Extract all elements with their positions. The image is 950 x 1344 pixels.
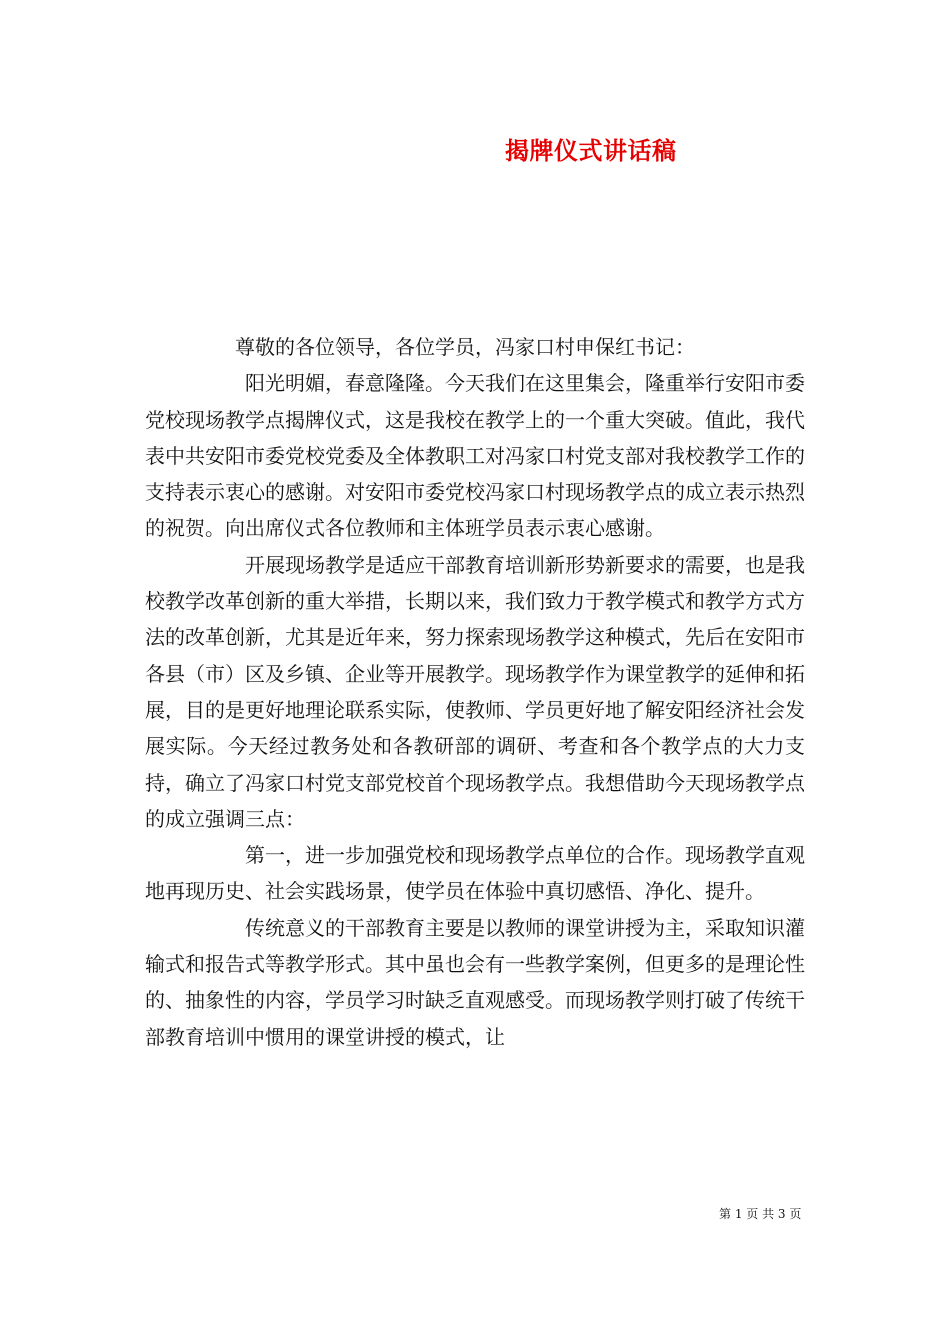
paragraph: 传统意义的干部教育主要是以教师的课堂讲授为主，采取知识灌输式和报告式等教学形式。其中虽也会有一些教学案例，但更多的是理论性的、抽象性的内容，学员学习时缺乏直观感受。而现场教学则打破了传统干部教育培训中惯用的课堂讲授的模式，让 <box>145 915 805 1049</box>
page-number: 第 1 页 共 3 页 <box>719 1207 802 1221</box>
document-body <box>145 329 805 1055</box>
salutation: 尊敬的各位领导，各位学员，冯家口村申保红书记： <box>235 335 695 359</box>
paragraph: 阳光明媚，春意隆隆。今天我们在这里集会，隆重举行安阳市委党校现场教学点揭牌仪式，这是我校在教学上的一个重大突破。值此，我代表中共安阳市委党校党委及全体教职工对冯家口村党支部对我校教学工作的支持表示衷心的感谢。对安阳市委党校冯家口村现场教学点的成立表示热烈的祝贺。向出席仪式各位教师和主体班学员表示衷心感谢。 <box>145 371 805 541</box>
document-title: 揭牌仪式讲话稿 <box>505 136 677 165</box>
paragraph: 第一，进一步加强党校和现场教学点单位的合作。现场教学直观地再现历史、社会实践场景，使学员在体验中真切感悟、净化、提升。 <box>145 843 805 904</box>
paragraph: 开展现场教学是适应干部教育培训新形势新要求的需要，也是我校教学改革创新的重大举措，长期以来，我们致力于教学模式和教学方式方法的改革创新，尤其是近年来，努力探索现场教学这种模式，先后在安阳市各县（市）区及乡镇、企业等开展教学。现场教学作为课堂教学的延伸和拓展，目的是更好地理论联系实际，使教师、学员更好地了解安阳经济社会发展实际。今天经过教务处和各教研部的调研、考查和各个教学点的大力支持，确立了冯家口村党支部党校首个现场教学点。我想借助今天现场教学点的成立强调三点： <box>145 552 805 831</box>
